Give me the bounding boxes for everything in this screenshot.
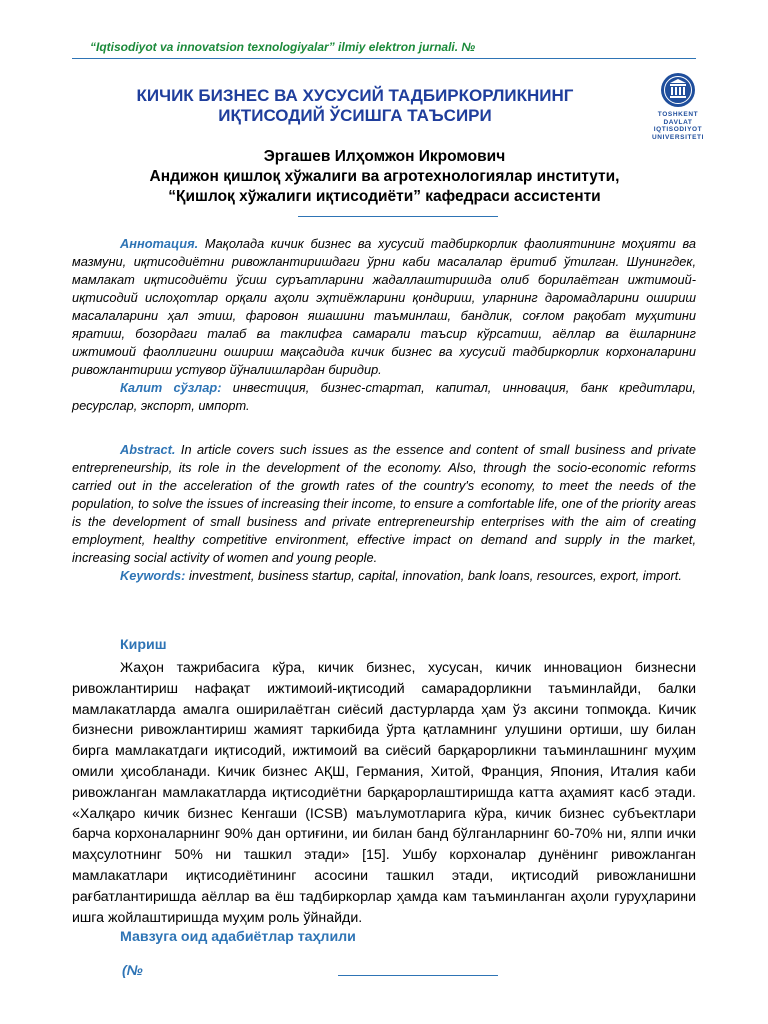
literature-heading: Мавзуга оид адабиётлар таҳлили: [120, 929, 356, 945]
university-emblem-icon: [660, 72, 696, 108]
author-block: [72, 147, 697, 207]
annotation-paragraph: [72, 235, 696, 379]
header-divider: [72, 58, 696, 59]
abstract-text: In article covers such issues as the essence and content of small business and private entrepreneurship, its role in the development of the economy. Also, through the socio-economic reforms carried out in the acceleration of the growth rates of the country's economy, to meet the needs of the population, to solve the issues of increasing their income, to ensure a comfortable life, one of the priority areas is the development of small business and private entrepreneurship enterprises with the aim of creating employment, healthy competitive environment, effective impact on demand and supply in the market, increasing social activity of women and young people.: [72, 442, 696, 565]
annotation-keywords: [72, 379, 696, 415]
title-line-1: КИЧИК БИЗНЕС ВА ХУСУСИЙ ТАДБИРКОРЛИКНИНГ: [136, 86, 574, 105]
author-name: Эргашев Илҳомжон Икромович: [263, 148, 506, 165]
intro-paragraph: Жаҳон тажрибасига кўра, кичик бизнес, хусусан, кичик инновацион бизнесни ривожлантириш нафақат ижтимоий-иқтисодий самарадорликни таъминлайди, балки мамлакатларда амалга оширилаётган сиёсий дастурларда ҳам ўз аксини топмоқда. Кичик бизнесни ривожлантириш жамият таркибида ўрта қатламнинг улушини ортиши, шу билан бирга мамлакатдаги иқтисодий, ижтимоий ва сиёсий барқарорликни таъминлашнинг муҳим омили ҳисобланади. Кичик бизнес АҚШ, Германия, Хитой, Франция, Япония, Италия каби ривожланган мамлакатларда иқтисодиётни барқарорлаштиришда катта аҳамият касб этади. «Халқаро кичик бизнес Кенгаши (ICSB) маълумотларига кўра, кичик бизнес субъектлари барча корхоналарнинг 90% дан ортиғини, ии билан банд бўлганларнинг 60-70% ни, ялпи ички маҳсулотнинг 50% ни ташкил этади» [15]. Ушбу корхоналар дунёнинг ривожланган мамлакатлари иқтисодиётининг асосини ташкил этади, иқтисодий ривожланишни рағбатлантиришда аёллар ва ёш тадбиркорлар ҳамда кам таъминланган аҳоли гуруҳларини ишга жойлаштиришда муҳим роль ўйнайди.: [72, 660, 696, 926]
abstract-keywords-text: investment, business startup, capital, innovation, bank loans, resources, export, import.: [185, 568, 682, 583]
annotation-text: Мақолада кичик бизнес ва хусусий тадбиркорлик фаолиятининг моҳияти ва мазмуни, иқтисодиётни ривожлантиришдаги ўрни каби масалалар ёритиб ўтилган. Шунингдек, мамлакат иқтисодиёти ўсиш суръатларини жадаллаштиришда олиб борилаётган ижтимоий-иқтисодий ислоҳотлар орқали аҳоли эҳтиёжларини қондириш, уларнинг даромадларини ошириш масалаларини ҳал этиш, фаровон яшашини таъминлаш, бандлик, соғлом рақобат муҳитини яратиш, бозордаги талаб ва таклифга самарали таъсир кўрсатиш, аёллар ва ёшларнинг ижтимоий фаоллигини ошириш мақсадида кичик бизнес ва хусусий тадбиркорлик корхоналарини ривожлантириш устувор йўналишлардан биридир.: [72, 236, 696, 377]
university-logo: [648, 72, 708, 152]
abstract-section: [72, 441, 696, 585]
affiliation-line-2: “Қишлоқ хўжалиги иқтисодиёти” кафедраси ассистенти: [168, 188, 601, 205]
affiliation-line-1: Андижон қишлоқ хўжалиги ва агротехнологиялар институти,: [149, 168, 620, 185]
abstract-keywords-label: Keywords:: [120, 568, 186, 583]
abstract-keywords: [72, 567, 696, 585]
intro-body: [72, 658, 696, 928]
footer-divider: [338, 975, 498, 976]
logo-line-3: IQTISODIYOT: [653, 126, 703, 133]
annotation-section: [72, 235, 696, 415]
logo-line-1: TOSHKENT: [657, 111, 699, 118]
annotation-keywords-label: Калит сўзлар:: [120, 380, 222, 395]
footer-issue-number: (№: [122, 962, 143, 978]
logo-line-4: UNIVERSITETI: [652, 133, 704, 141]
abstract-paragraph: [72, 441, 696, 567]
title-line-2: ИҚТИСОДИЙ ЎСИШГА ТАЪСИРИ: [218, 106, 492, 125]
article-title: [90, 86, 620, 126]
logo-line-2: DAVLAT: [663, 118, 693, 126]
journal-title: “Iqtisodiyot va innovatsion texnologiyalar” ilmiy elektron jurnali. №: [90, 40, 476, 54]
annotation-label: Аннотация.: [120, 236, 199, 251]
annotation-keywords-text: инвестиция, бизнес-стартап, капитал, инновация, банк кредитлари, ресурслар, экспорт, импорт.: [72, 380, 696, 413]
author-divider: [298, 216, 498, 217]
abstract-label: Abstract.: [120, 442, 176, 457]
intro-heading: Кириш: [120, 637, 167, 653]
